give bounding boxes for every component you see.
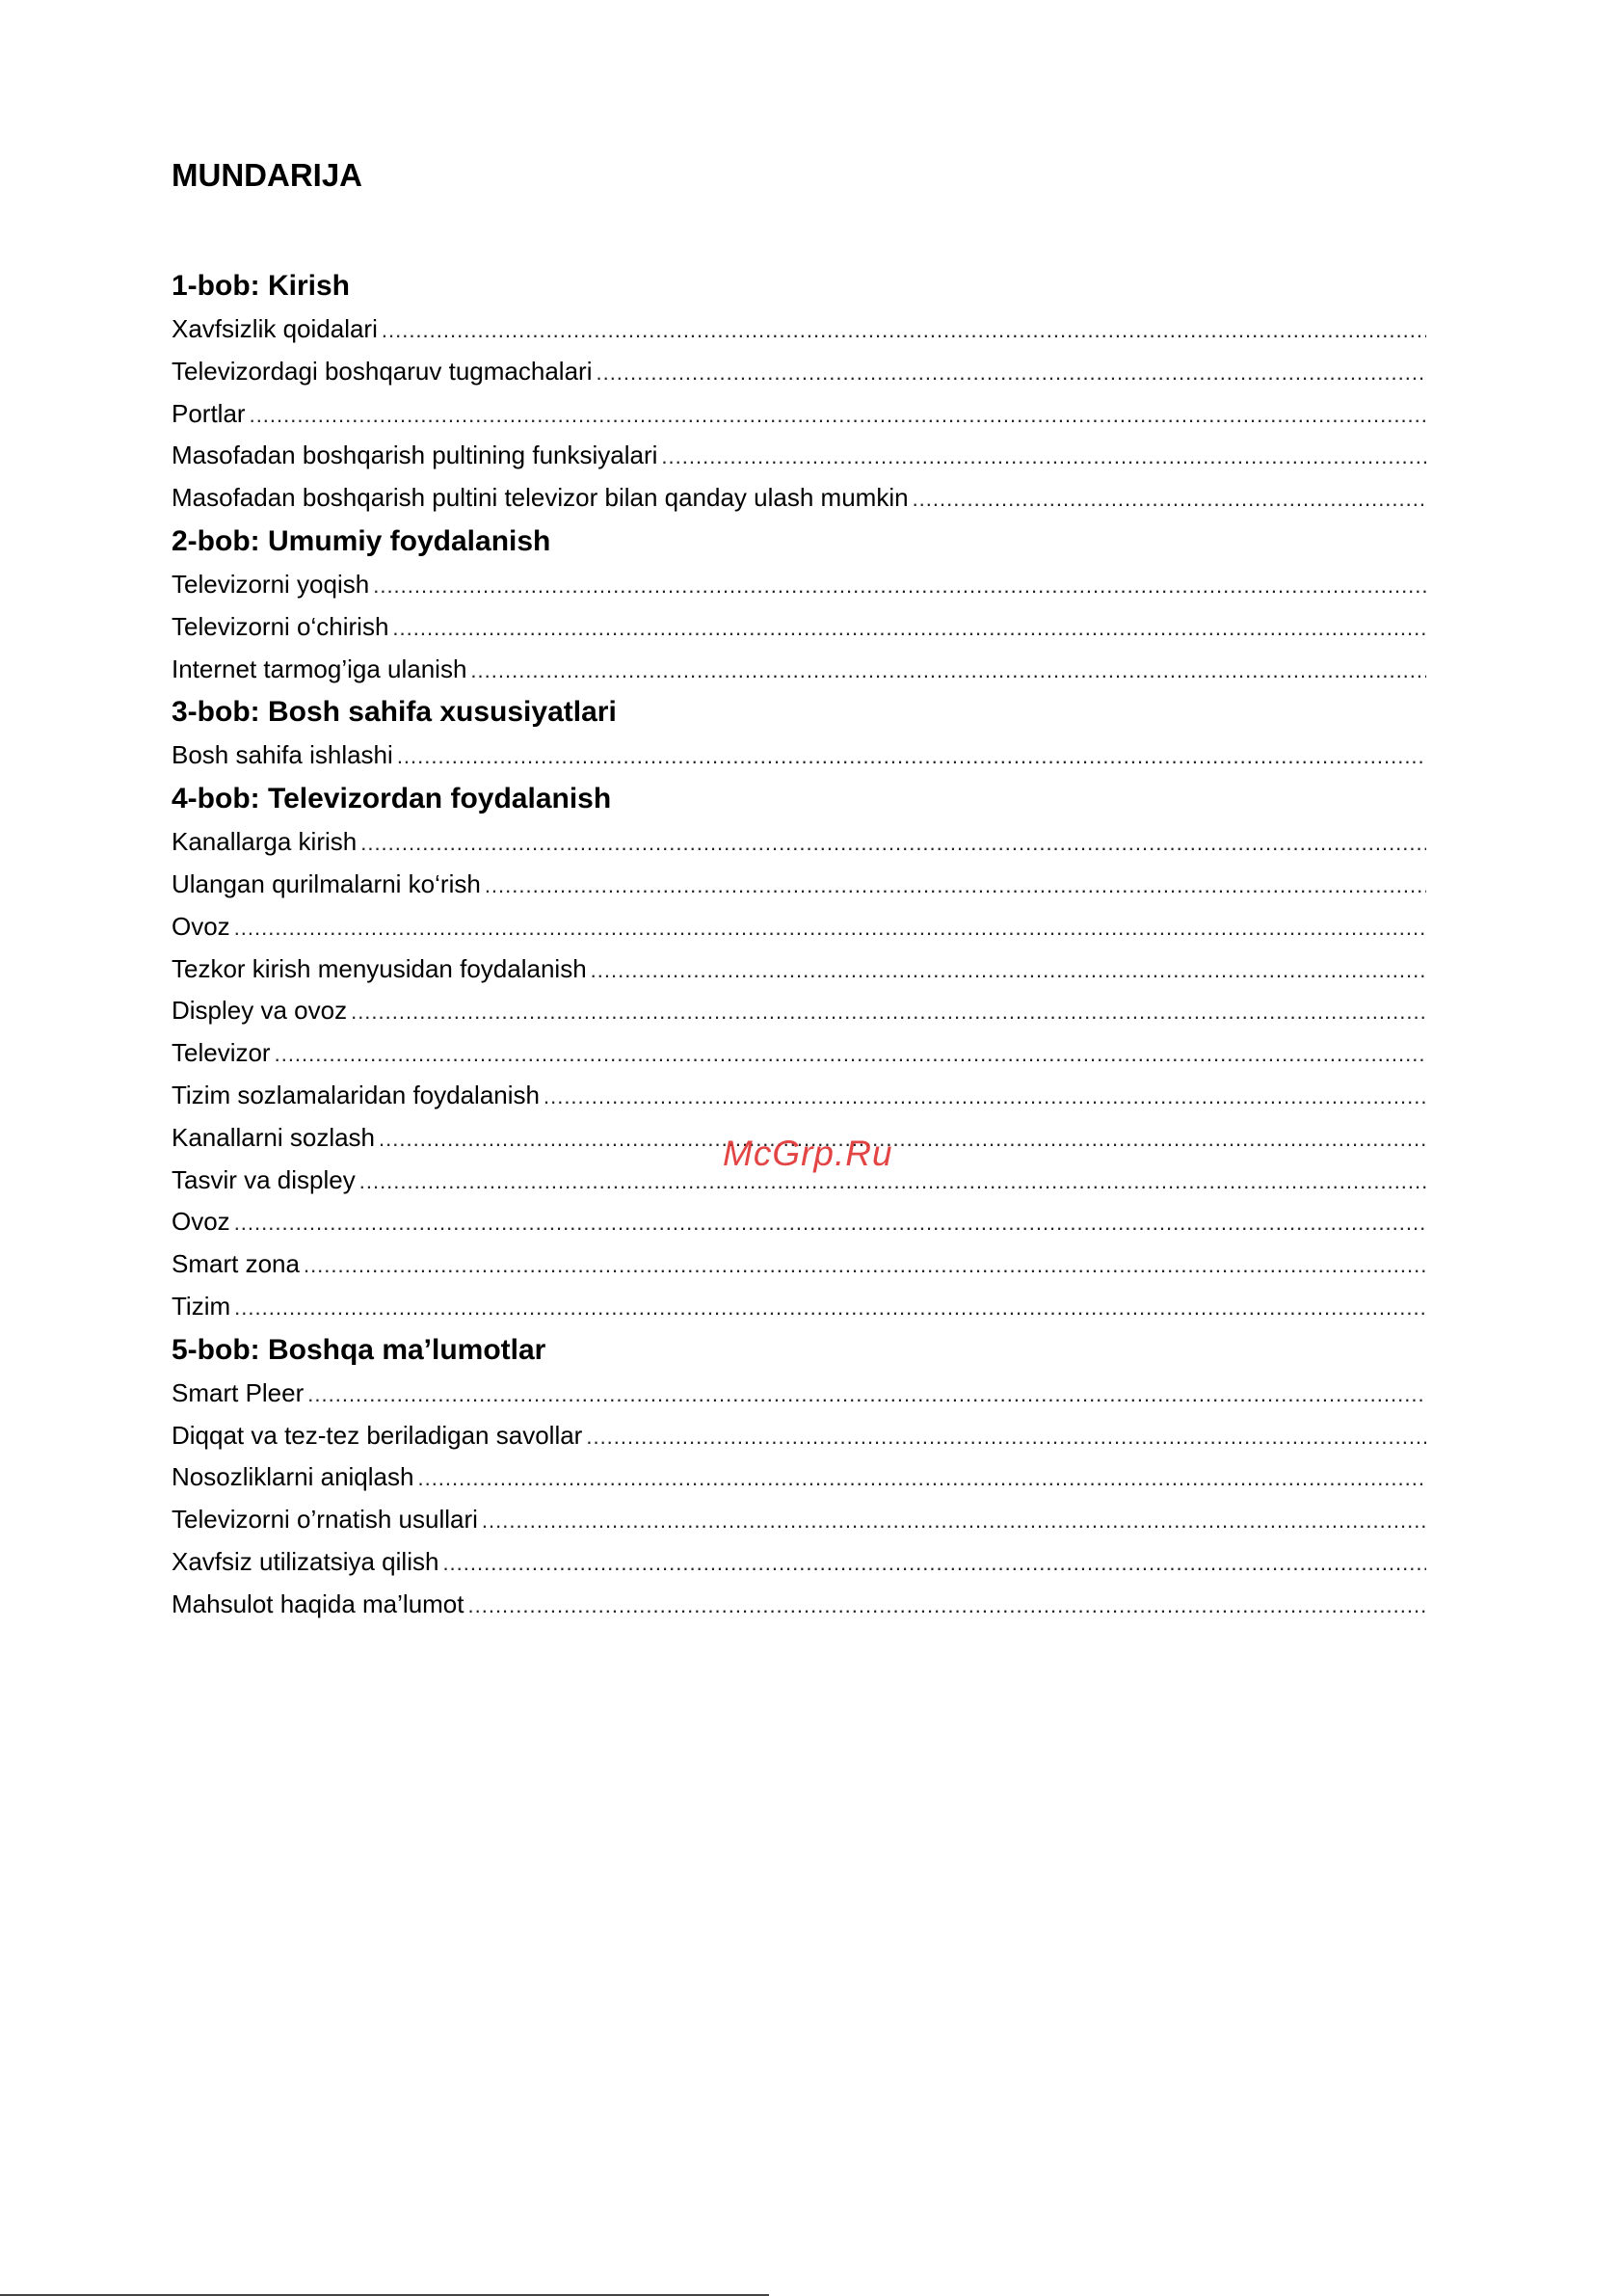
toc-entry-label: Televizordagi boshqaruv tugmachalari — [172, 356, 593, 386]
toc-entry[interactable] — [172, 1415, 1426, 1457]
dot-leader — [373, 565, 1426, 606]
toc-entry[interactable] — [172, 1032, 1426, 1075]
toc-entry-label: Diqqat va tez-tez beriladigan savollar — [172, 1420, 583, 1450]
toc-entry[interactable] — [172, 1456, 1426, 1499]
toc-entry[interactable] — [172, 1243, 1426, 1286]
dot-leader — [482, 1500, 1426, 1541]
dot-leader — [304, 1244, 1426, 1286]
toc-entry[interactable] — [172, 1286, 1426, 1328]
toc-entry[interactable] — [172, 734, 1426, 777]
toc-entry-label: Tezkor kirish menyusidan foydalanish — [172, 953, 587, 983]
dot-leader — [661, 436, 1426, 477]
toc-entry-label: Bosh sahifa ishlashi — [172, 740, 393, 770]
toc-entry[interactable] — [172, 564, 1426, 606]
toc-entry[interactable] — [172, 1499, 1426, 1541]
toc-entry-label: Smart Pleer — [172, 1377, 305, 1407]
toc-entry-label: Xavfsiz utilizatsiya qilish — [172, 1546, 439, 1576]
toc-entry[interactable] — [172, 1541, 1426, 1584]
dot-leader — [275, 1033, 1426, 1075]
toc-entry-label: Masofadan boshqarish pultini televizor bilan qanday ulash mumkin — [172, 483, 909, 513]
toc-entry-label: Tizim sozlamalaridan foydalanish — [172, 1080, 540, 1109]
toc-entry[interactable] — [172, 477, 1426, 520]
toc-entry-label: Mahsulot haqida ma’lumot — [172, 1589, 464, 1618]
toc-entry[interactable] — [172, 1201, 1426, 1243]
toc-entry-label: Masofadan boshqarish pultining funksiyalari — [172, 441, 658, 470]
toc-entry-label: Kanallarni sozlash — [172, 1122, 376, 1152]
toc-entry-label: Portlar — [172, 398, 246, 428]
dot-leader — [913, 478, 1426, 520]
toc-entry[interactable] — [172, 906, 1426, 948]
chapter-heading: 1-bob: Kirish — [172, 270, 350, 302]
dot-leader — [234, 1287, 1426, 1328]
toc-entry-label: Ulangan qurilmalarni ko‘rish — [172, 868, 481, 898]
toc-entry-label: Televizor — [172, 1038, 271, 1068]
dot-leader — [360, 822, 1426, 864]
table-of-contents — [172, 264, 1426, 1626]
dot-leader — [234, 907, 1426, 948]
dot-leader — [234, 1202, 1426, 1243]
toc-entry[interactable] — [172, 393, 1426, 436]
toc-entry-label: Nosozliklarni aniqlash — [172, 1462, 414, 1492]
dot-leader — [544, 1076, 1426, 1117]
toc-entry[interactable] — [172, 864, 1426, 906]
dot-leader — [382, 309, 1426, 351]
toc-entry-label: Xavfsizlik qoidalari — [172, 314, 378, 343]
toc-entry[interactable] — [172, 1075, 1426, 1117]
dot-leader — [468, 1585, 1427, 1626]
chapter-heading: 2-bob: Umumiy foydalanish — [172, 524, 551, 557]
watermark: McGrp.Ru — [723, 1134, 893, 1173]
toc-entry-label: Displey va ovoz — [172, 996, 348, 1026]
chapter-heading: 3-bob: Bosh sahifa xususiyatlari — [172, 696, 617, 729]
toc-entry-label: Televizorni yoqish — [172, 569, 370, 599]
toc-entry-label: Ovoz — [172, 911, 230, 941]
document-title: MUNDARIJA — [172, 157, 362, 193]
dot-leader — [442, 1542, 1426, 1584]
toc-entry[interactable] — [172, 1584, 1426, 1626]
toc-entry[interactable] — [172, 435, 1426, 477]
dot-leader — [307, 1374, 1426, 1415]
dot-leader — [417, 1457, 1426, 1499]
dot-leader — [485, 865, 1426, 906]
dot-leader — [470, 650, 1426, 691]
toc-entry[interactable] — [172, 821, 1426, 864]
toc-entry-label: Internet tarmog’iga ulanish — [172, 654, 467, 683]
dot-leader — [351, 991, 1426, 1032]
chapter-heading: 5-bob: Boshqa ma’lumotlar — [172, 1333, 546, 1366]
toc-entry-label: Ovoz — [172, 1207, 230, 1237]
toc-entry[interactable] — [172, 308, 1426, 351]
dot-leader — [250, 394, 1426, 436]
dot-leader — [397, 735, 1426, 777]
toc-entry-label: Tizim — [172, 1291, 231, 1321]
toc-entry[interactable] — [172, 1373, 1426, 1415]
dot-leader — [586, 1416, 1426, 1457]
chapter-heading: 4-bob: Televizordan foydalanish — [172, 783, 612, 815]
toc-entry[interactable] — [172, 649, 1426, 691]
toc-entry[interactable] — [172, 351, 1426, 393]
toc-entry-label: Televizorni o‘chirish — [172, 611, 389, 641]
dot-leader — [392, 607, 1426, 649]
toc-entry[interactable] — [172, 990, 1426, 1032]
toc-entry-label: Smart zona — [172, 1249, 300, 1279]
toc-entry-label: Televizorni o’rnatish usullari — [172, 1505, 478, 1535]
toc-entry-label: Kanallarga kirish — [172, 827, 358, 857]
dot-leader — [591, 949, 1426, 991]
dot-leader — [379, 1118, 1426, 1160]
toc-entry-label: Tasvir va displey — [172, 1164, 356, 1194]
toc-entry[interactable] — [172, 948, 1426, 991]
dot-leader — [596, 352, 1426, 393]
toc-entry[interactable] — [172, 606, 1426, 649]
